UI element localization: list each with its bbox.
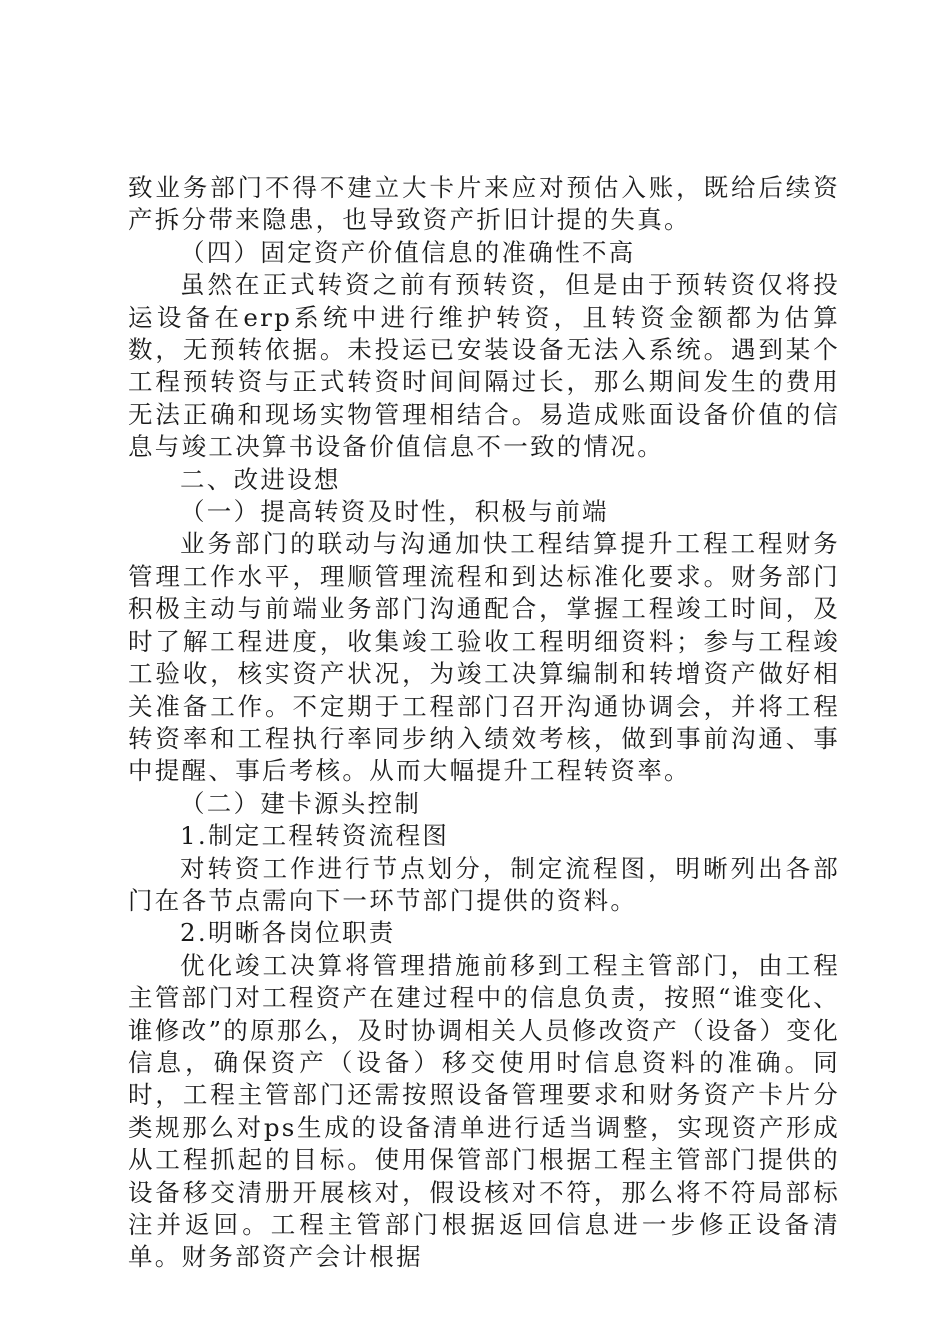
chapter-heading: 二、改进设想 bbox=[180, 464, 341, 494]
section-heading-1: （一）提高转资及时性，积极与前端 bbox=[180, 497, 609, 527]
subsection-heading-2: 2.明晰各岗位职责 bbox=[180, 918, 396, 948]
section-heading-4: （四）固定资产价值信息的准确性不高 bbox=[180, 237, 636, 267]
document-body bbox=[128, 172, 840, 1274]
paragraph: 对转资工作进行节点划分，制定流程图，明晰列出各部门在各节点需向下一环节部门提供的资料。 bbox=[128, 853, 840, 915]
section-heading-2: （二）建卡源头控制 bbox=[180, 788, 422, 818]
paragraph: 业务部门的联动与沟通加快工程结算提升工程工程财务管理工作水平，理顺管理流程和到达标准化要求。财务部门积极主动与前端业务部门沟通配合，掌握工程竣工时间，及时了解工程进度，收集竣工验收工程明细资料；参与工程竣工验收，核实资产状况，为竣工决算编制和转增资产做好相关准备工作。不定期于工程部门召开沟通协调会，并将工程转资率和工程执行率同步纳入绩效考核，做到事前沟通、事中提醒、事后考核。从而大幅提升工程转资率。 bbox=[128, 529, 840, 786]
subsection-heading-1: 1.制定工程转资流程图 bbox=[180, 821, 450, 851]
paragraph: 虽然在正式转资之前有预转资，但是由于预转资仅将投运设备在erp系统中进行维护转资，且转资金额都为估算数，无预转依据。未投运已安装设备无法入系统。遇到某个工程预转资与正式转资时间间隔过长，那么期间发生的费用无法正确和现场实物管理相结合。易造成账面设备价值的信息与竣工决算书设备价值信息不一致的情况。 bbox=[128, 270, 840, 462]
paragraph: 优化竣工决算将管理措施前移到工程主管部门，由工程主管部门对工程资产在建过程中的信息负责，按照“谁变化、谁修改”的原那么，及时协调相关人员修改资产（设备）变化信息，确保资产（设备）移交使用时信息资料的准确。同时，工程主管部门还需按照设备管理要求和财务资产卡片分类规那么对ps生成的设备清单进行适当调整，实现资产形成从工程抓起的目标。使用保管部门根据工程主管部门提供的设备移交清册开展核对，假设核对不符，那么将不符局部标注并返回。工程主管部门根据返回信息进一步修正设备清单。财务部资产会计根据 bbox=[128, 950, 840, 1272]
paragraph-continued: 致业务部门不得不建立大卡片来应对预估入账，既给后续资产拆分带来隐患，也导致资产折旧计提的失真。 bbox=[128, 173, 840, 235]
